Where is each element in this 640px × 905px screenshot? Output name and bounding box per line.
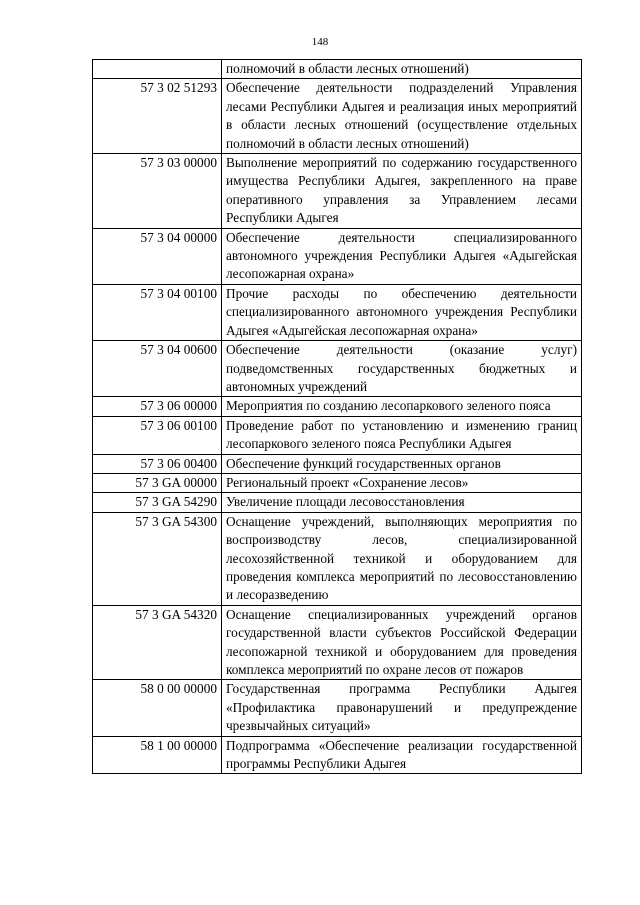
page-number: 148: [311, 36, 329, 48]
description-cell: полномочий в области лесных отношений): [222, 60, 582, 79]
code-cell: 57 3 04 00000: [93, 228, 222, 284]
code-cell: 57 3 06 00400: [93, 454, 222, 473]
description-cell: Проведение работ по установлению и изменению границ лесопаркового зеленого пояса Республики Адыгея: [222, 416, 582, 454]
table-row: [93, 416, 582, 454]
code-cell: 57 3 GA 00000: [93, 473, 222, 492]
description-cell: Мероприятия по созданию лесопаркового зеленого пояса: [222, 397, 582, 416]
code-cell: 57 3 06 00100: [93, 416, 222, 454]
code-cell: 58 1 00 00000: [93, 736, 222, 774]
table-row: [93, 473, 582, 492]
description-cell: Обеспечение деятельности (оказание услуг) подведомственных государственных бюджетных и автономных учреждений: [222, 341, 582, 397]
table-row: [93, 284, 582, 340]
table-row: [93, 736, 582, 774]
code-cell: 57 3 GA 54320: [93, 605, 222, 680]
description-cell: Выполнение мероприятий по содержанию государственного имущества Республики Адыгея, закрепленного на праве оперативного управления за Управлением лесами Республики Адыгея: [222, 154, 582, 229]
code-cell: 57 3 02 51293: [93, 79, 222, 154]
description-cell: Государственная программа Республики Адыгея «Профилактика правонарушений и предупреждение чрезвычайных ситуаций»: [222, 680, 582, 736]
description-cell: Увеличение площади лесовосстановления: [222, 493, 582, 512]
description-cell: Прочие расходы по обеспечению деятельности специализированного автономного учреждения Республики Адыгея «Адыгейская лесопожарная охрана»: [222, 284, 582, 340]
description-cell: Оснащение специализированных учреждений органов государственной власти субъектов Российской Федерации лесопожарной техникой и оборудованием для проведения комплекса мероприятий по охране лесов от пожаров: [222, 605, 582, 680]
table-row: [93, 228, 582, 284]
table-row: [93, 341, 582, 397]
table-row: [93, 79, 582, 154]
code-cell: 57 3 GA 54300: [93, 512, 222, 605]
table-row: [93, 493, 582, 512]
description-cell: Региональный проект «Сохранение лесов»: [222, 473, 582, 492]
table-row: [93, 454, 582, 473]
description-cell: Подпрограмма «Обеспечение реализации государственной программы Республики Адыгея: [222, 736, 582, 774]
table-row: [93, 60, 582, 79]
table-row: [93, 605, 582, 680]
table-row: [93, 397, 582, 416]
code-cell: 58 0 00 00000: [93, 680, 222, 736]
description-cell: Обеспечение деятельности подразделений Управления лесами Республики Адыгея и реализация иных мероприятий в области лесных отношений (осуществление отдельных полномочий в области лесных отношений): [222, 79, 582, 154]
table-row: [93, 154, 582, 229]
description-cell: Обеспечение функций государственных органов: [222, 454, 582, 473]
table-row: [93, 512, 582, 605]
code-cell: 57 3 03 00000: [93, 154, 222, 229]
code-cell: 57 3 06 00000: [93, 397, 222, 416]
code-cell: 57 3 04 00100: [93, 284, 222, 340]
description-cell: Обеспечение деятельности специализированного автономного учреждения Республики Адыгея «Адыгейская лесопожарная охрана»: [222, 228, 582, 284]
budget-classification-table: [92, 59, 582, 774]
code-cell: 57 3 04 00600: [93, 341, 222, 397]
description-cell: Оснащение учреждений, выполняющих мероприятия по воспроизводству лесов, специализированной лесохозяйственной техникой и оборудованием для проведения комплекса мероприятий по лесовосстановлению и лесоразведению: [222, 512, 582, 605]
code-cell: [93, 60, 222, 79]
table-row: [93, 680, 582, 736]
code-cell: 57 3 GA 54290: [93, 493, 222, 512]
